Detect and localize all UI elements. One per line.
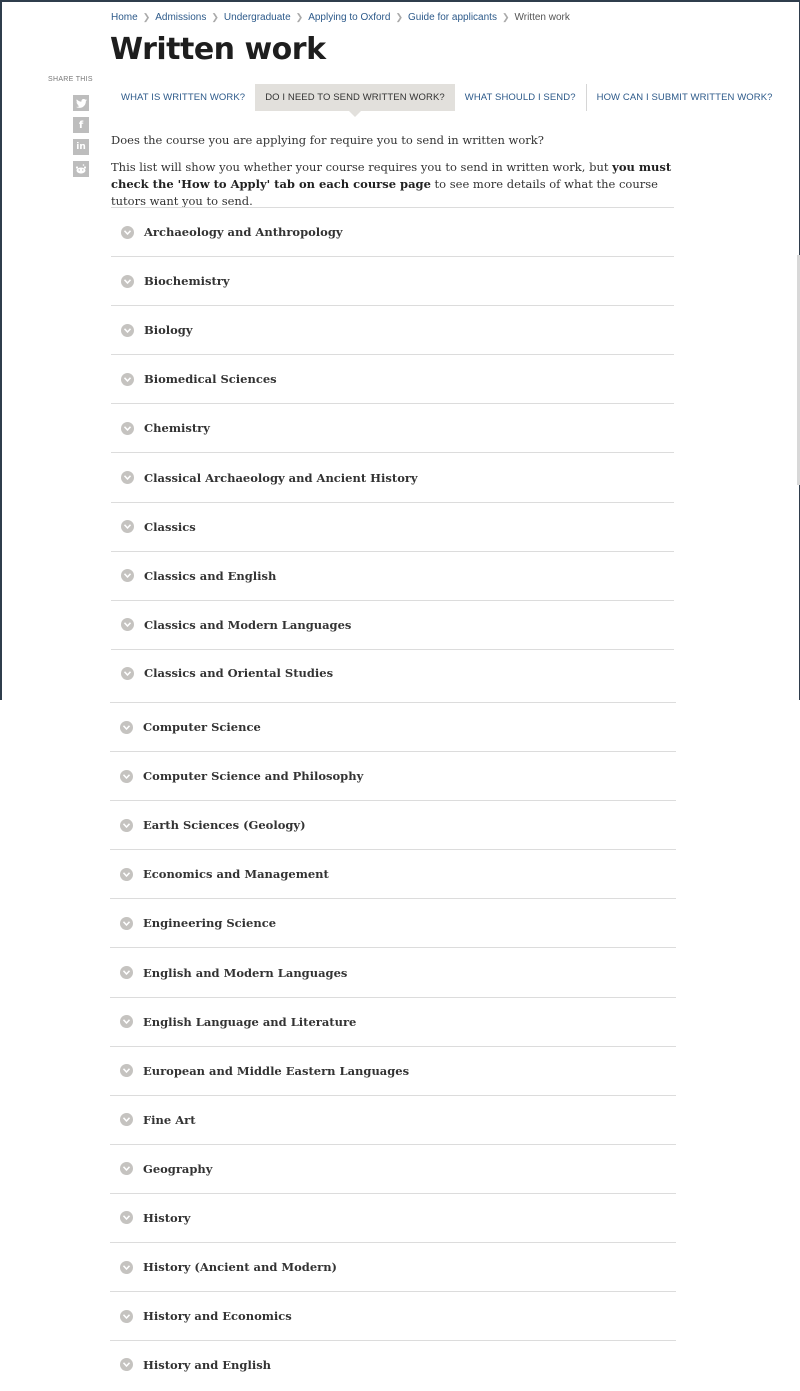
course-name: Computer Science — [143, 720, 261, 735]
course-accordion-item[interactable] — [111, 502, 674, 551]
chevron-down-icon — [120, 1015, 133, 1028]
course-name: History and English — [143, 1357, 272, 1372]
breadcrumb-separator-icon: ❯ — [295, 12, 304, 22]
breadcrumb-home[interactable]: Home — [111, 12, 138, 23]
chevron-down-icon — [120, 770, 133, 783]
breadcrumb-guide[interactable]: Guide for applicants — [408, 12, 497, 23]
course-name: Chemistry — [144, 421, 210, 436]
chevron-down-icon — [121, 275, 134, 288]
course-accordion-item[interactable] — [111, 649, 674, 697]
course-accordion-item[interactable] — [110, 997, 676, 1046]
course-accordion-item[interactable] — [111, 600, 674, 649]
breadcrumb-separator-icon: ❯ — [142, 12, 151, 22]
linkedin-icon[interactable]: in — [73, 139, 89, 155]
course-accordion-item[interactable] — [111, 256, 674, 305]
breadcrumb-applying[interactable]: Applying to Oxford — [308, 12, 391, 23]
breadcrumb — [111, 12, 570, 23]
course-name: Classics and Modern Languages — [144, 617, 352, 632]
chevron-down-icon — [121, 520, 134, 533]
course-accordion-item[interactable] — [110, 1291, 676, 1340]
course-name: Biochemistry — [144, 274, 230, 289]
course-list — [110, 702, 676, 1388]
course-accordion-item[interactable] — [110, 898, 676, 947]
breadcrumb-separator-icon: ❯ — [395, 12, 403, 22]
course-accordion-item[interactable] — [110, 1242, 676, 1291]
twitter-icon[interactable] — [73, 95, 89, 111]
intro-text-after: to see more details of what the course tutors want you to send. — [111, 177, 658, 208]
course-accordion-item[interactable] — [110, 1144, 676, 1193]
course-name: History (Ancient and Modern) — [143, 1260, 338, 1275]
share-label: SHARE THIS — [48, 76, 93, 83]
tab-bar — [111, 84, 773, 111]
course-accordion-item[interactable] — [110, 849, 676, 898]
chevron-down-icon — [120, 1162, 133, 1175]
intro-text-bold: you must check the 'How to Apply' tab on each course page — [111, 160, 672, 191]
course-name: History and Economics — [143, 1309, 292, 1324]
course-name: Engineering Science — [143, 916, 277, 931]
course-accordion-item[interactable] — [110, 1193, 676, 1242]
course-accordion-item[interactable] — [110, 702, 676, 751]
course-name: Fine Art — [143, 1112, 196, 1127]
course-accordion-item[interactable] — [111, 403, 674, 452]
page-title: Written work — [110, 32, 326, 67]
intro-question: Does the course you are applying for require you to send in written work? — [111, 133, 544, 147]
chevron-down-icon — [121, 226, 134, 239]
chevron-down-icon — [120, 1064, 133, 1077]
course-name: Computer Science and Philosophy — [143, 769, 364, 784]
reddit-icon[interactable] — [73, 161, 89, 177]
breadcrumb-separator-icon: ❯ — [211, 12, 219, 22]
course-accordion-item[interactable] — [110, 1095, 676, 1144]
chevron-down-icon — [120, 1211, 133, 1224]
course-accordion-item[interactable] — [110, 947, 676, 996]
course-name: Classical Archaeology and Ancient History — [144, 470, 418, 485]
breadcrumb-undergraduate[interactable]: Undergraduate — [223, 12, 291, 23]
course-accordion-item[interactable] — [111, 207, 674, 256]
course-name: English and Modern Languages — [143, 965, 348, 980]
chevron-down-icon — [121, 667, 134, 680]
course-accordion-item[interactable] — [110, 1340, 676, 1388]
tab-how-can-i-submit[interactable]: HOW CAN I SUBMIT WRITTEN WORK? — [596, 92, 773, 103]
course-name: English Language and Literature — [143, 1014, 357, 1029]
course-accordion-item[interactable] — [110, 751, 676, 800]
course-name: Classics and English — [144, 568, 277, 583]
chevron-down-icon — [121, 471, 134, 484]
chevron-down-icon — [121, 618, 134, 631]
intro-text-before: This list will show you whether your course requires you to send in written work, but — [111, 160, 613, 174]
chevron-down-icon — [121, 422, 134, 435]
chevron-down-icon — [120, 917, 133, 930]
chevron-down-icon — [121, 569, 134, 582]
course-name: Classics — [144, 519, 196, 534]
tab-do-i-need-to-send[interactable]: DO I NEED TO SEND WRITTEN WORK? — [255, 84, 455, 111]
tab-what-should-i-send[interactable]: WHAT SHOULD I SEND? — [455, 84, 587, 111]
breadcrumb-separator-icon: ❯ — [501, 12, 510, 22]
chevron-down-icon — [120, 1310, 133, 1323]
tab-what-is-written-work[interactable]: WHAT IS WRITTEN WORK? — [121, 92, 246, 103]
course-name: Biology — [144, 323, 193, 338]
course-name: Geography — [143, 1161, 213, 1176]
chevron-down-icon — [120, 1358, 133, 1371]
chevron-down-icon — [120, 966, 133, 979]
course-name: History — [143, 1210, 191, 1225]
chevron-down-icon — [120, 1113, 133, 1126]
course-accordion-item[interactable] — [110, 800, 676, 849]
chevron-down-icon — [121, 324, 134, 337]
breadcrumb-admissions[interactable]: Admissions — [155, 12, 207, 23]
course-name: European and Middle Eastern Languages — [143, 1063, 410, 1078]
course-accordion-item[interactable] — [111, 354, 674, 403]
course-accordion-item[interactable] — [111, 551, 674, 600]
course-name: Earth Sciences (Geology) — [143, 818, 306, 833]
chevron-down-icon — [120, 868, 133, 881]
course-accordion-item[interactable] — [110, 1046, 676, 1095]
course-name: Classics and Oriental Studies — [144, 666, 334, 681]
course-name: Economics and Management — [143, 867, 329, 882]
chevron-down-icon — [120, 721, 133, 734]
course-name: Archaeology and Anthropology — [144, 225, 343, 240]
course-name: Biomedical Sciences — [144, 372, 277, 387]
facebook-icon[interactable]: f — [73, 117, 89, 133]
course-list — [111, 207, 674, 697]
chevron-down-icon — [120, 819, 133, 832]
course-accordion-item[interactable] — [111, 305, 674, 354]
chevron-down-icon — [121, 373, 134, 386]
course-accordion-item[interactable] — [111, 452, 674, 501]
intro-paragraph — [111, 159, 676, 210]
chevron-down-icon — [120, 1261, 133, 1274]
breadcrumb-current: Written work — [514, 12, 570, 23]
